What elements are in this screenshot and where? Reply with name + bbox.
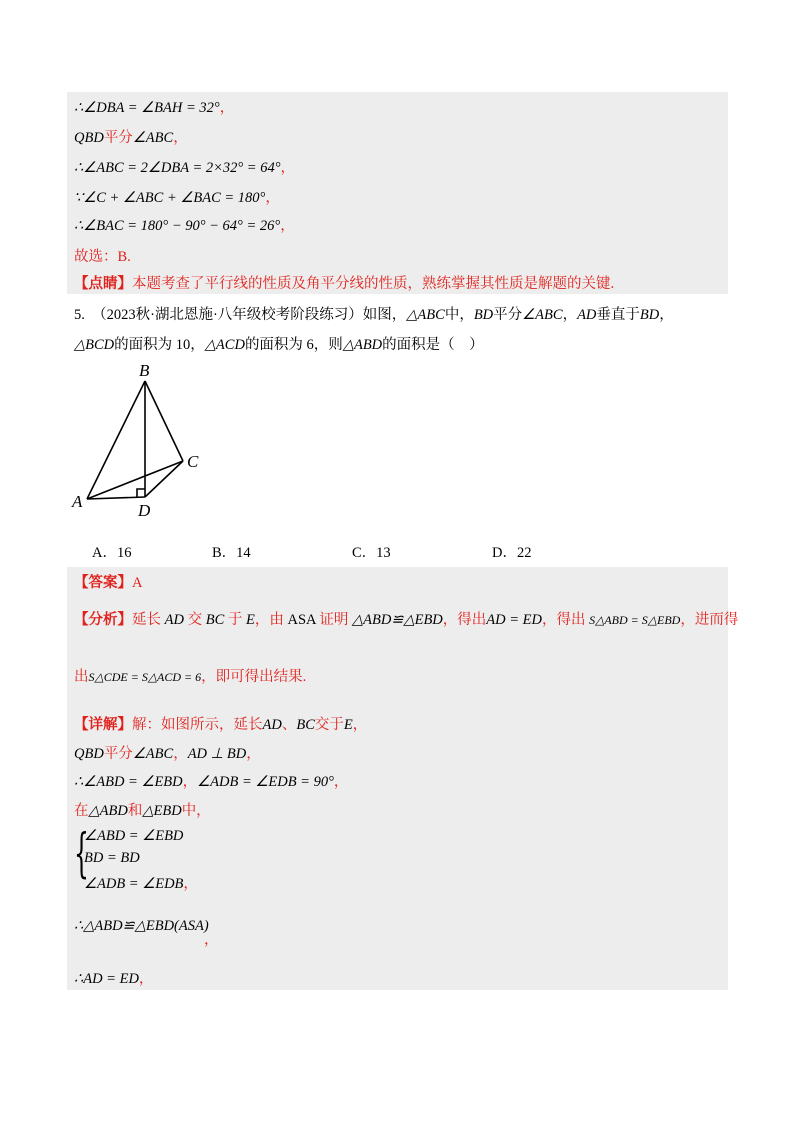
detail-line-5: ∴△ABD≌△EBD(ASA) <box>74 918 209 934</box>
edge-bc <box>145 381 183 461</box>
question-line-1: 5. （2023秋·湖北恩施·八年级校考阶段练习）如图，△ABC中，BD平分∠ABC，AD垂直于BD， <box>74 307 674 323</box>
option-c[interactable]: C．13 <box>352 545 391 561</box>
option-d[interactable]: D．22 <box>492 545 532 561</box>
system-row-3: ∠ADB = ∠EDB， <box>84 876 198 892</box>
edge-ac <box>87 461 183 499</box>
label-d: D <box>138 501 151 520</box>
prev-choice: 故选：B. <box>74 249 131 265</box>
edge-dc <box>145 461 183 497</box>
system-row-1: ∠ABD = ∠EBD <box>84 828 184 844</box>
analysis-line-2: 出S△CDE = S△ACD = 6，即可得出结果. <box>74 669 307 685</box>
option-b[interactable]: B．14 <box>212 545 251 561</box>
system-brace: { <box>74 824 89 884</box>
label-b: B <box>139 361 150 380</box>
prev-line-2: QBD平分∠ABC， <box>74 130 188 146</box>
right-angle-mark <box>137 489 145 497</box>
edge-ad <box>87 497 145 499</box>
detail-line-6: ∴AD = ED， <box>74 971 154 987</box>
detail-intro: 【详解】解：如图所示，延长AD、BC交于E， <box>74 717 368 733</box>
label-a: A <box>72 492 83 511</box>
detail-line-2: QBD平分∠ABC，AD ⊥ BD， <box>74 746 261 762</box>
option-a[interactable]: A．16 <box>92 545 132 561</box>
detail-line-4: 在△ABD和△EBD中， <box>74 803 211 819</box>
detail-line-5-punct: ， <box>204 932 219 948</box>
label-c: C <box>187 452 199 471</box>
prev-line-3: ∴∠ABC = 2∠DBA = 2×32° = 64°， <box>74 160 296 176</box>
answer-line: 【答案】A <box>74 575 143 591</box>
prev-line-5: ∴∠BAC = 180° − 90° − 64° = 26°， <box>74 218 295 234</box>
analysis-line-1: 【分析】延长 AD 交 BC 于 E，由 ASA 证明 △ABD≌△EBD，得出AD = ED，得出 S△ABD = S△EBD，进而得 <box>74 612 739 628</box>
prev-comment: 【点睛】本题考查了平行线的性质及角平分线的性质，熟练掌握其性质是解题的关键. <box>74 276 615 292</box>
prev-line-1: ∴∠DBA = ∠BAH = 32°， <box>74 100 235 116</box>
detail-line-3: ∴∠ABD = ∠EBD，∠ADB = ∠EDB = 90°， <box>74 774 349 790</box>
prev-line-4: ∵∠C + ∠ABC + ∠BAC = 180°， <box>74 190 280 206</box>
question-line-2: △BCD的面积为 10，△ACD的面积为 6，则△ABD的面积是（ ） <box>74 337 484 353</box>
edge-ab <box>87 381 145 499</box>
system-row-2: BD = BD <box>84 850 140 866</box>
